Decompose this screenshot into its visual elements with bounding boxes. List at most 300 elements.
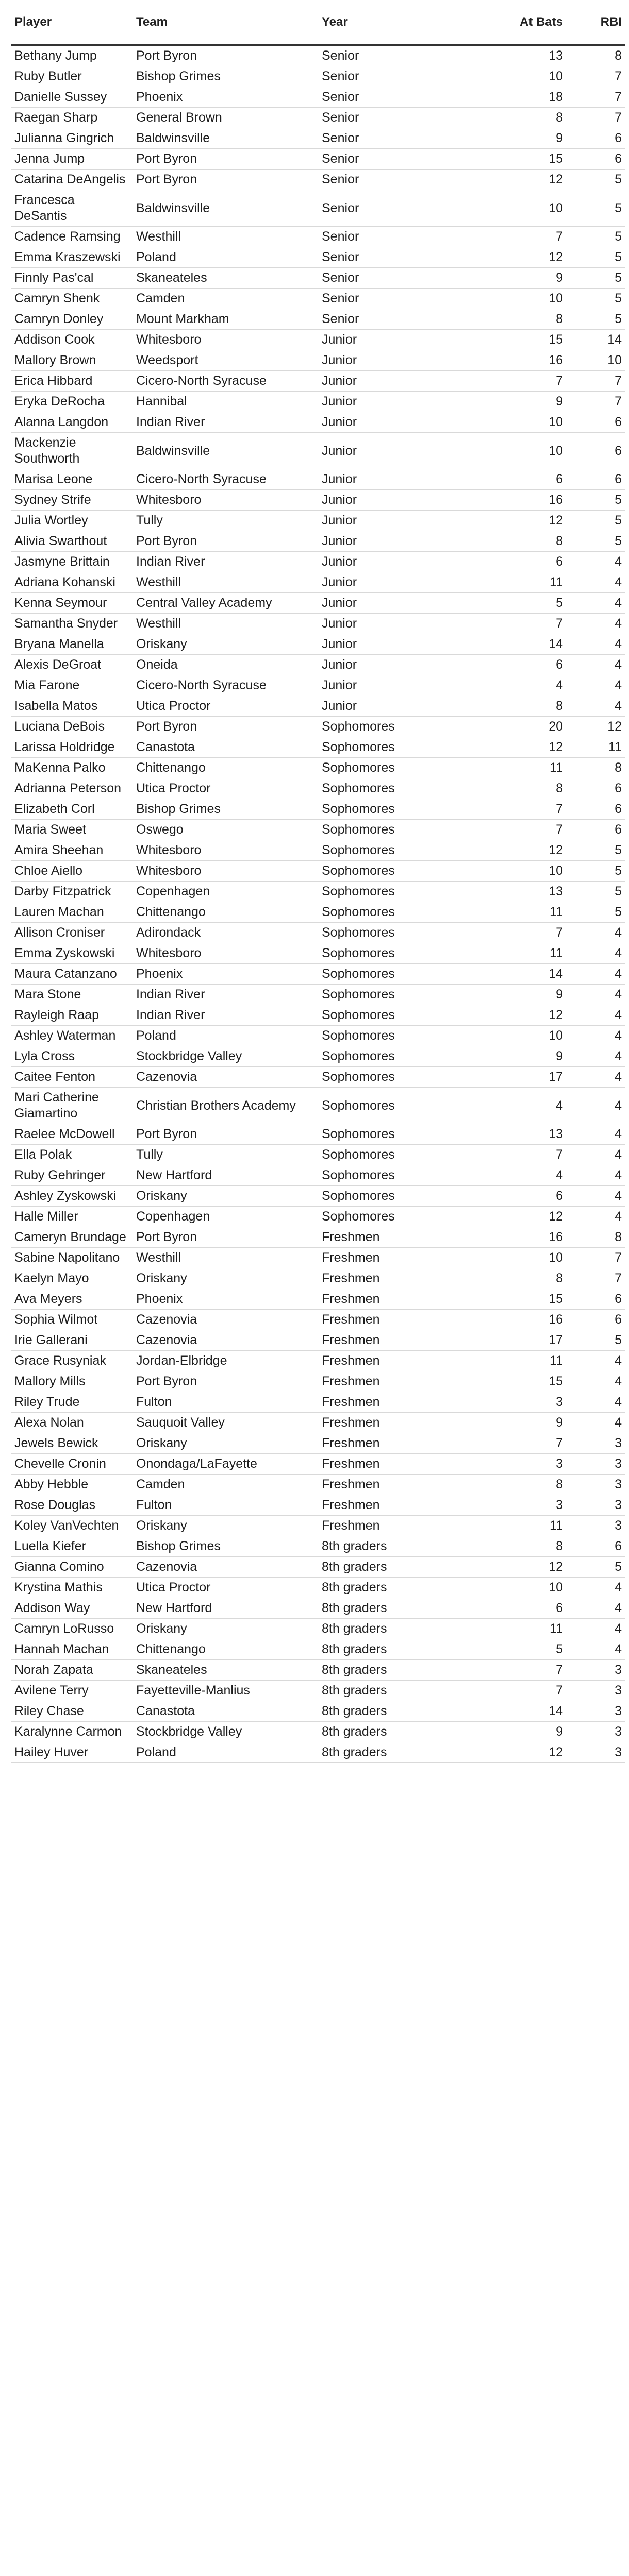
team-cell: Cazenovia — [133, 1067, 319, 1088]
at-bats-cell: 13 — [442, 45, 566, 66]
year-cell: Sophomores — [319, 1005, 442, 1026]
rbi-cell: 6 — [566, 778, 625, 799]
at-bats-cell: 7 — [442, 1145, 566, 1165]
year-cell: Junior — [319, 696, 442, 717]
player-cell: Ava Meyers — [11, 1289, 133, 1310]
at-bats-cell: 7 — [442, 371, 566, 392]
table-row — [11, 1742, 625, 1763]
year-cell: Junior — [319, 490, 442, 511]
player-cell: Lyla Cross — [11, 1046, 133, 1067]
at-bats-cell: 16 — [442, 1227, 566, 1248]
table-row — [11, 1454, 625, 1475]
player-cell: Mari Catherine Giamartino — [11, 1088, 133, 1124]
at-bats-cell: 10 — [442, 861, 566, 882]
rbi-cell: 8 — [566, 1227, 625, 1248]
player-cell: Cameryn Brundage — [11, 1227, 133, 1248]
rbi-cell: 4 — [566, 1124, 625, 1145]
player-cell: Catarina DeAngelis — [11, 170, 133, 190]
at-bats-cell: 17 — [442, 1067, 566, 1088]
year-cell: Junior — [319, 634, 442, 655]
year-cell: 8th graders — [319, 1598, 442, 1619]
rbi-cell: 4 — [566, 634, 625, 655]
player-cell: Finnly Pas'cal — [11, 268, 133, 289]
at-bats-cell: 20 — [442, 717, 566, 737]
rbi-cell: 4 — [566, 1351, 625, 1371]
team-cell: Copenhagen — [133, 882, 319, 902]
rbi-cell: 4 — [566, 1088, 625, 1124]
rbi-cell: 4 — [566, 593, 625, 614]
team-cell: Bishop Grimes — [133, 799, 319, 820]
table-row — [11, 675, 625, 696]
team-cell: Phoenix — [133, 87, 319, 108]
header-at-bats[interactable]: At Bats — [442, 0, 566, 45]
at-bats-cell: 3 — [442, 1392, 566, 1413]
header-team[interactable]: Team — [133, 0, 319, 45]
player-cell: Grace Rusyniak — [11, 1351, 133, 1371]
year-cell: Sophomores — [319, 1145, 442, 1165]
team-cell: Utica Proctor — [133, 778, 319, 799]
player-cell: Ashley Waterman — [11, 1026, 133, 1046]
year-cell: Junior — [319, 614, 442, 634]
team-cell: Weedsport — [133, 350, 319, 371]
table-row — [11, 1722, 625, 1742]
table-row — [11, 1186, 625, 1207]
team-cell: Cicero-North Syracuse — [133, 469, 319, 490]
table-row — [11, 1619, 625, 1639]
at-bats-cell: 8 — [442, 1475, 566, 1495]
rbi-cell: 3 — [566, 1516, 625, 1536]
table-row — [11, 1268, 625, 1289]
table-row — [11, 1578, 625, 1598]
team-cell: Baldwinsville — [133, 190, 319, 227]
rbi-cell: 3 — [566, 1660, 625, 1681]
year-cell: Senior — [319, 289, 442, 309]
table-row — [11, 717, 625, 737]
rbi-cell: 6 — [566, 412, 625, 433]
team-cell: Indian River — [133, 985, 319, 1005]
year-cell: Freshmen — [319, 1310, 442, 1330]
year-cell: Freshmen — [319, 1495, 442, 1516]
at-bats-cell: 15 — [442, 149, 566, 170]
rbi-cell: 6 — [566, 1536, 625, 1557]
year-cell: Freshmen — [319, 1392, 442, 1413]
table-row — [11, 1207, 625, 1227]
year-cell: 8th graders — [319, 1578, 442, 1598]
at-bats-cell: 9 — [442, 1722, 566, 1742]
player-cell: Abby Hebble — [11, 1475, 133, 1495]
year-cell: Freshmen — [319, 1248, 442, 1268]
team-cell: Sauquoit Valley — [133, 1413, 319, 1433]
table-row — [11, 1248, 625, 1268]
player-cell: Raelee McDowell — [11, 1124, 133, 1145]
table-row — [11, 696, 625, 717]
rbi-cell: 6 — [566, 820, 625, 840]
table-row — [11, 330, 625, 350]
team-cell: Cicero-North Syracuse — [133, 675, 319, 696]
team-cell: Cicero-North Syracuse — [133, 371, 319, 392]
year-cell: Sophomores — [319, 820, 442, 840]
at-bats-cell: 12 — [442, 1207, 566, 1227]
player-cell: Jenna Jump — [11, 149, 133, 170]
at-bats-cell: 10 — [442, 190, 566, 227]
player-cell: Sophia Wilmot — [11, 1310, 133, 1330]
year-cell: Sophomores — [319, 1026, 442, 1046]
year-cell: Junior — [319, 392, 442, 412]
team-cell: Indian River — [133, 412, 319, 433]
team-cell: Oriskany — [133, 1433, 319, 1454]
year-cell: Junior — [319, 350, 442, 371]
rbi-cell: 5 — [566, 247, 625, 268]
player-cell: Emma Kraszewski — [11, 247, 133, 268]
year-cell: Freshmen — [319, 1475, 442, 1495]
year-cell: Junior — [319, 655, 442, 675]
team-cell: Port Byron — [133, 170, 319, 190]
table-row — [11, 350, 625, 371]
rbi-cell: 8 — [566, 758, 625, 778]
team-cell: New Hartford — [133, 1598, 319, 1619]
rbi-cell: 4 — [566, 1371, 625, 1392]
table-row — [11, 309, 625, 330]
rbi-cell: 4 — [566, 1619, 625, 1639]
team-cell: Bishop Grimes — [133, 66, 319, 87]
rbi-cell: 4 — [566, 1207, 625, 1227]
player-cell: Rose Douglas — [11, 1495, 133, 1516]
year-cell: Freshmen — [319, 1516, 442, 1536]
player-cell: Adriana Kohanski — [11, 572, 133, 593]
player-cell: Addison Cook — [11, 330, 133, 350]
player-cell: Norah Zapata — [11, 1660, 133, 1681]
table-row — [11, 66, 625, 87]
player-cell: Hannah Machan — [11, 1639, 133, 1660]
team-cell: Whitesboro — [133, 840, 319, 861]
player-cell: Riley Trude — [11, 1392, 133, 1413]
table-row — [11, 778, 625, 799]
team-cell: Copenhagen — [133, 1207, 319, 1227]
table-row — [11, 490, 625, 511]
at-bats-cell: 13 — [442, 882, 566, 902]
rbi-cell: 4 — [566, 1145, 625, 1165]
rbi-cell: 3 — [566, 1742, 625, 1763]
table-row — [11, 1005, 625, 1026]
rbi-cell: 4 — [566, 675, 625, 696]
player-cell: Danielle Sussey — [11, 87, 133, 108]
team-cell: Oswego — [133, 820, 319, 840]
year-cell: 8th graders — [319, 1536, 442, 1557]
team-cell: Fulton — [133, 1392, 319, 1413]
table-row — [11, 1392, 625, 1413]
table-row — [11, 1433, 625, 1454]
at-bats-cell: 16 — [442, 490, 566, 511]
team-cell: Christian Brothers Academy — [133, 1088, 319, 1124]
team-cell: Oriskany — [133, 1619, 319, 1639]
player-cell: Alivia Swarthout — [11, 531, 133, 552]
player-cell: Lauren Machan — [11, 902, 133, 923]
table-row — [11, 985, 625, 1005]
year-cell: Freshmen — [319, 1289, 442, 1310]
rbi-cell: 4 — [566, 1639, 625, 1660]
at-bats-cell: 8 — [442, 696, 566, 717]
team-cell: Skaneateles — [133, 268, 319, 289]
table-row — [11, 433, 625, 469]
rbi-cell: 6 — [566, 149, 625, 170]
table-row — [11, 1310, 625, 1330]
year-cell: 8th graders — [319, 1660, 442, 1681]
player-cell: Halle Miller — [11, 1207, 133, 1227]
team-cell: Chittenango — [133, 1639, 319, 1660]
player-cell: Riley Chase — [11, 1701, 133, 1722]
table-row — [11, 128, 625, 149]
table-row — [11, 882, 625, 902]
year-cell: Junior — [319, 552, 442, 572]
table-row — [11, 108, 625, 128]
player-cell: Raegan Sharp — [11, 108, 133, 128]
table-row — [11, 1475, 625, 1495]
rbi-cell: 4 — [566, 1413, 625, 1433]
table-row — [11, 1371, 625, 1392]
rbi-cell: 7 — [566, 371, 625, 392]
year-cell: Senior — [319, 227, 442, 247]
table-row — [11, 1227, 625, 1248]
player-cell: Elizabeth Corl — [11, 799, 133, 820]
rbi-cell: 4 — [566, 964, 625, 985]
player-cell: Samantha Snyder — [11, 614, 133, 634]
team-cell: Canastota — [133, 1701, 319, 1722]
table-row — [11, 1598, 625, 1619]
at-bats-cell: 7 — [442, 1433, 566, 1454]
player-cell: Camryn Donley — [11, 309, 133, 330]
rbi-cell: 5 — [566, 190, 625, 227]
table-row — [11, 1681, 625, 1701]
rbi-cell: 10 — [566, 350, 625, 371]
at-bats-cell: 7 — [442, 227, 566, 247]
rbi-cell: 3 — [566, 1454, 625, 1475]
team-cell: Port Byron — [133, 149, 319, 170]
rbi-cell: 5 — [566, 490, 625, 511]
rbi-cell: 5 — [566, 861, 625, 882]
at-bats-cell: 6 — [442, 655, 566, 675]
team-cell: Indian River — [133, 1005, 319, 1026]
year-cell: Junior — [319, 469, 442, 490]
at-bats-cell: 8 — [442, 309, 566, 330]
header-rbi[interactable]: RBI — [566, 0, 625, 45]
team-cell: Fulton — [133, 1495, 319, 1516]
at-bats-cell: 11 — [442, 1516, 566, 1536]
team-cell: New Hartford — [133, 1165, 319, 1186]
year-cell: Junior — [319, 593, 442, 614]
table-row — [11, 902, 625, 923]
header-player[interactable]: Player — [11, 0, 133, 45]
player-cell: Amira Sheehan — [11, 840, 133, 861]
table-row — [11, 412, 625, 433]
rbi-cell: 4 — [566, 696, 625, 717]
at-bats-cell: 12 — [442, 737, 566, 758]
year-cell: Sophomores — [319, 1165, 442, 1186]
rbi-cell: 6 — [566, 1310, 625, 1330]
team-cell: Port Byron — [133, 531, 319, 552]
team-cell: Fayetteville-Manlius — [133, 1681, 319, 1701]
player-cell: Mackenzie Southworth — [11, 433, 133, 469]
team-cell: Canastota — [133, 737, 319, 758]
team-cell: Westhill — [133, 227, 319, 247]
table-row — [11, 964, 625, 985]
player-cell: Bethany Jump — [11, 45, 133, 66]
rbi-cell: 5 — [566, 309, 625, 330]
table-row — [11, 1660, 625, 1681]
player-cell: Mara Stone — [11, 985, 133, 1005]
player-cell: Luella Kiefer — [11, 1536, 133, 1557]
rbi-cell: 4 — [566, 1005, 625, 1026]
rbi-cell: 4 — [566, 614, 625, 634]
year-cell: Sophomores — [319, 882, 442, 902]
table-row — [11, 614, 625, 634]
team-cell: Stockbridge Valley — [133, 1046, 319, 1067]
rbi-cell: 4 — [566, 1067, 625, 1088]
at-bats-cell: 16 — [442, 350, 566, 371]
year-cell: Sophomores — [319, 717, 442, 737]
team-cell: Baldwinsville — [133, 433, 319, 469]
rbi-cell: 4 — [566, 655, 625, 675]
rbi-cell: 3 — [566, 1433, 625, 1454]
team-cell: Cazenovia — [133, 1557, 319, 1578]
player-cell: Mallory Mills — [11, 1371, 133, 1392]
year-cell: Sophomores — [319, 923, 442, 943]
year-cell: Sophomores — [319, 840, 442, 861]
year-cell: 8th graders — [319, 1701, 442, 1722]
player-cell: Sydney Strife — [11, 490, 133, 511]
at-bats-cell: 7 — [442, 614, 566, 634]
rbi-cell: 3 — [566, 1475, 625, 1495]
player-cell: Maria Sweet — [11, 820, 133, 840]
player-cell: Francesca DeSantis — [11, 190, 133, 227]
rbi-cell: 5 — [566, 1330, 625, 1351]
rbi-cell: 6 — [566, 1289, 625, 1310]
rbi-cell: 8 — [566, 45, 625, 66]
at-bats-cell: 10 — [442, 289, 566, 309]
year-cell: Sophomores — [319, 778, 442, 799]
year-cell: Freshmen — [319, 1227, 442, 1248]
rbi-cell: 4 — [566, 1165, 625, 1186]
at-bats-cell: 14 — [442, 634, 566, 655]
rbi-cell: 7 — [566, 392, 625, 412]
team-cell: Camden — [133, 289, 319, 309]
team-cell: Phoenix — [133, 1289, 319, 1310]
year-cell: Sophomores — [319, 758, 442, 778]
player-cell: Eryka DeRocha — [11, 392, 133, 412]
at-bats-cell: 7 — [442, 820, 566, 840]
player-cell: Darby Fitzpatrick — [11, 882, 133, 902]
at-bats-cell: 10 — [442, 433, 566, 469]
table-row — [11, 758, 625, 778]
player-cell: Koley VanVechten — [11, 1516, 133, 1536]
team-cell: Phoenix — [133, 964, 319, 985]
player-cell: Marisa Leone — [11, 469, 133, 490]
at-bats-cell: 12 — [442, 1557, 566, 1578]
team-cell: General Brown — [133, 108, 319, 128]
year-cell: Junior — [319, 511, 442, 531]
table-row — [11, 227, 625, 247]
at-bats-cell: 15 — [442, 330, 566, 350]
rbi-cell: 5 — [566, 170, 625, 190]
at-bats-cell: 9 — [442, 392, 566, 412]
team-cell: Port Byron — [133, 1227, 319, 1248]
at-bats-cell: 12 — [442, 511, 566, 531]
at-bats-cell: 3 — [442, 1454, 566, 1475]
team-cell: Whitesboro — [133, 861, 319, 882]
year-cell: Senior — [319, 309, 442, 330]
at-bats-cell: 18 — [442, 87, 566, 108]
table-row — [11, 1639, 625, 1660]
rbi-cell: 7 — [566, 1268, 625, 1289]
team-cell: Poland — [133, 247, 319, 268]
table-row — [11, 1330, 625, 1351]
rbi-cell: 7 — [566, 66, 625, 87]
year-cell: Sophomores — [319, 1088, 442, 1124]
year-cell: Junior — [319, 572, 442, 593]
rbi-cell: 5 — [566, 882, 625, 902]
team-cell: Onondaga/LaFayette — [133, 1454, 319, 1475]
player-cell: Jasmyne Brittain — [11, 552, 133, 572]
year-cell: Freshmen — [319, 1351, 442, 1371]
player-cell: Chloe Aiello — [11, 861, 133, 882]
player-cell: Adrianna Peterson — [11, 778, 133, 799]
year-cell: Freshmen — [319, 1268, 442, 1289]
at-bats-cell: 11 — [442, 1619, 566, 1639]
rbi-cell: 4 — [566, 572, 625, 593]
at-bats-cell: 6 — [442, 1186, 566, 1207]
year-cell: Sophomores — [319, 1124, 442, 1145]
year-cell: Junior — [319, 330, 442, 350]
team-cell: Westhill — [133, 1248, 319, 1268]
rbi-cell: 7 — [566, 87, 625, 108]
year-cell: Senior — [319, 128, 442, 149]
at-bats-cell: 10 — [442, 412, 566, 433]
at-bats-cell: 15 — [442, 1371, 566, 1392]
at-bats-cell: 3 — [442, 1495, 566, 1516]
at-bats-cell: 10 — [442, 1248, 566, 1268]
stats-table — [11, 0, 625, 1763]
team-cell: Poland — [133, 1026, 319, 1046]
year-cell: Junior — [319, 371, 442, 392]
rbi-cell: 4 — [566, 923, 625, 943]
at-bats-cell: 8 — [442, 778, 566, 799]
at-bats-cell: 10 — [442, 1578, 566, 1598]
year-cell: Senior — [319, 268, 442, 289]
at-bats-cell: 12 — [442, 1005, 566, 1026]
table-row — [11, 861, 625, 882]
year-cell: Senior — [319, 190, 442, 227]
table-row — [11, 1289, 625, 1310]
team-cell: Mount Markham — [133, 309, 319, 330]
table-row — [11, 1516, 625, 1536]
player-cell: Rayleigh Raap — [11, 1005, 133, 1026]
at-bats-cell: 7 — [442, 1681, 566, 1701]
table-row — [11, 247, 625, 268]
team-cell: Oriskany — [133, 1516, 319, 1536]
player-cell: Irie Gallerani — [11, 1330, 133, 1351]
table-row — [11, 511, 625, 531]
player-cell: Emma Zyskowski — [11, 943, 133, 964]
header-year[interactable]: Year — [319, 0, 442, 45]
header-row — [11, 0, 625, 45]
rbi-cell: 5 — [566, 531, 625, 552]
year-cell: 8th graders — [319, 1722, 442, 1742]
player-cell: Avilene Terry — [11, 1681, 133, 1701]
rbi-cell: 4 — [566, 1578, 625, 1598]
year-cell: Sophomores — [319, 861, 442, 882]
team-cell: Port Byron — [133, 717, 319, 737]
rbi-cell: 3 — [566, 1722, 625, 1742]
team-cell: Camden — [133, 1475, 319, 1495]
